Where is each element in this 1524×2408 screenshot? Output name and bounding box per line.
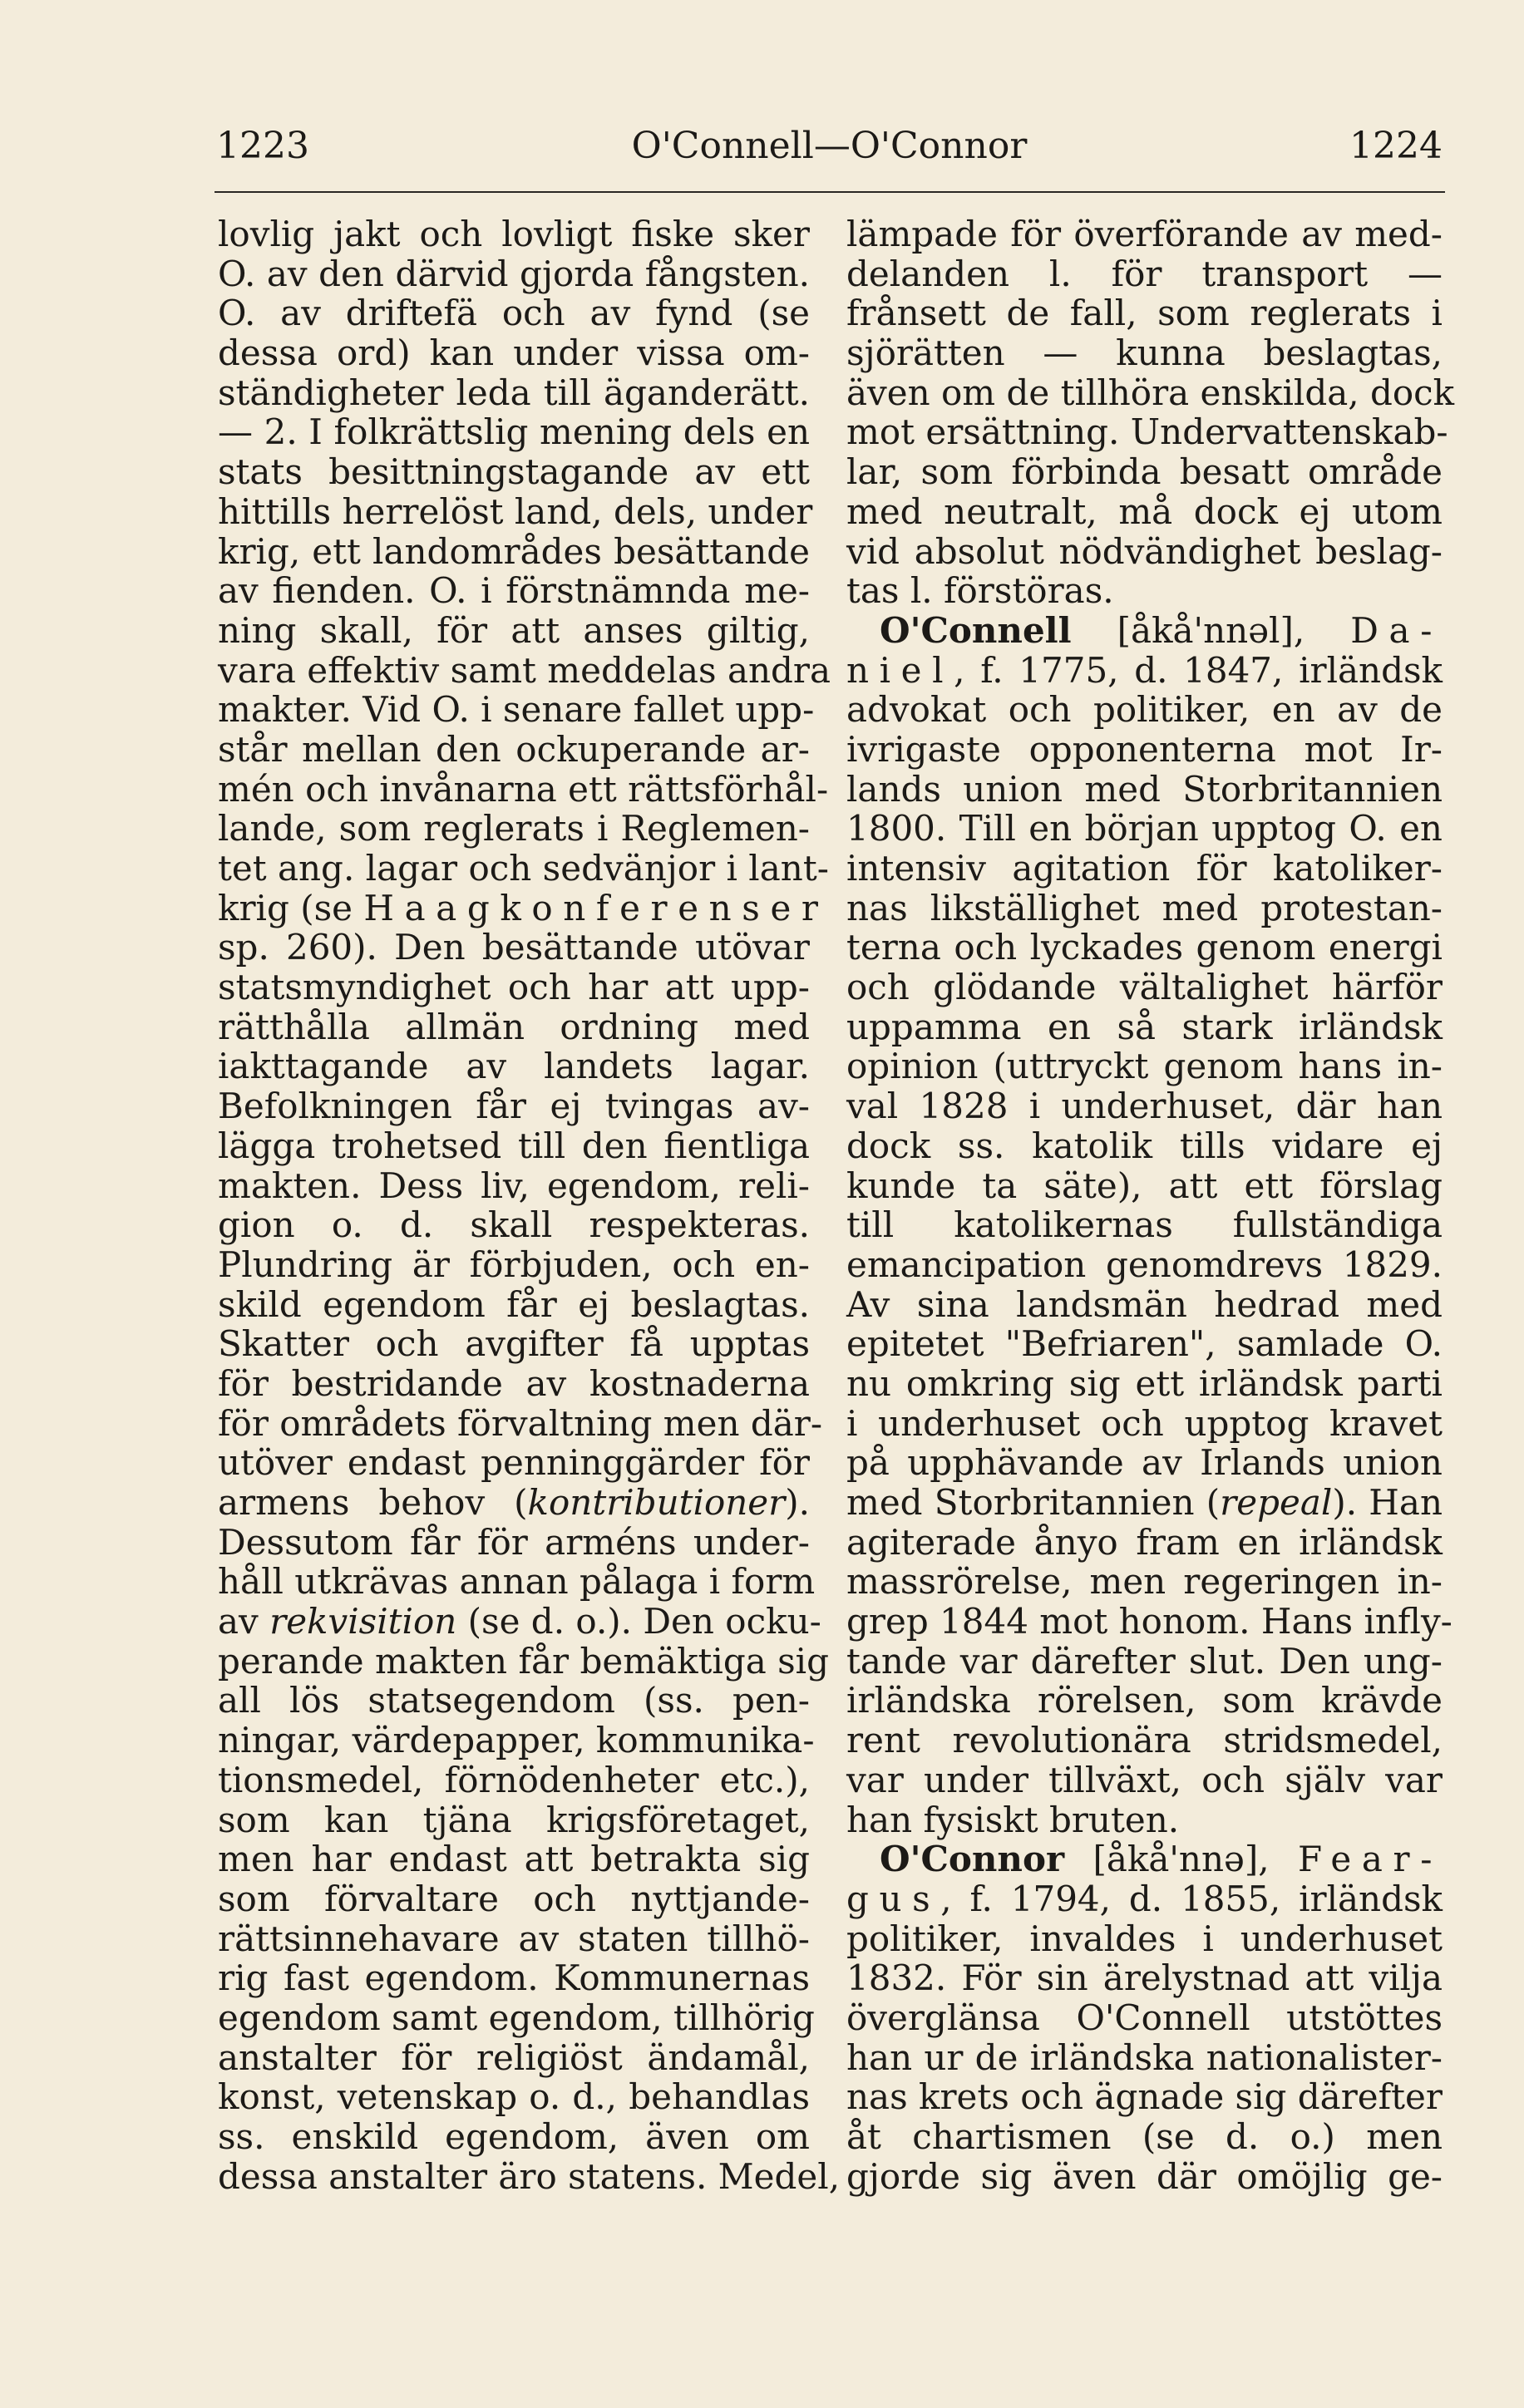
text-line: lägga trohetsed till den fientliga [218, 1125, 810, 1166]
text-line: delanden l. för transport — [846, 253, 1443, 294]
text-line: Dessutom får för arméns under- [218, 1521, 810, 1563]
text-line: åt chartismen (se d. o.) men [846, 2116, 1443, 2157]
text-line: O. av den därvid gjorda fångsten. [218, 253, 810, 294]
text-line: makten. Dess liv, egendom, reli- [218, 1165, 810, 1206]
text-line: lovlig jakt och lovligt fiske sker [218, 214, 810, 254]
text-line: — 2. I folkrättslig mening dels en [218, 411, 810, 453]
entry-oconnor [846, 1839, 1443, 1879]
text-line: han fysiskt bruten. [846, 1799, 1180, 1840]
headword: O'Connell [880, 609, 1072, 651]
headword: O'Connor [880, 1839, 1065, 1880]
entry-oconnell [846, 611, 1443, 651]
text-line: i underhuset och upptog kravet [846, 1402, 1443, 1444]
text-fragment: ). [785, 1482, 810, 1523]
text-line: egendom samt egendom, tillhörig [218, 1997, 815, 2038]
text-line: skild egendom får ej beslagtas. [218, 1283, 810, 1325]
text-fragment: med Storbritannien ( [846, 1482, 1221, 1523]
text-line: all lös statsegendom (ss. pen- [218, 1680, 810, 1721]
text-line: uppamma en så stark irländsk [846, 1006, 1443, 1047]
text-line: rättsinnehavare av staten tillhö- [218, 1918, 810, 1959]
text-line: emancipation genomdrevs 1829. [846, 1243, 1443, 1285]
text-line: nas krets och ägnade sig därefter [846, 2076, 1443, 2118]
text-line: ningar, värdepapper, kommunika- [218, 1720, 815, 1761]
text-line: politiker, invaldes i underhuset [846, 1918, 1443, 1959]
text-line: tas l. förstöras. [846, 570, 1114, 612]
left-column [218, 214, 841, 2197]
text-line [846, 651, 1443, 691]
page-number-right: 1224 [1349, 125, 1443, 167]
text-line: epitetet "Befriaren", samlade O. [846, 1323, 1443, 1365]
italic-term: repeal [1220, 1482, 1333, 1523]
text-line: tande var därefter slut. Den ung- [846, 1640, 1443, 1682]
text-line: lämpade för överförande av med- [846, 214, 1443, 254]
text-line: håll utkrävas annan pålaga i form [218, 1561, 816, 1603]
text-line [846, 1483, 1443, 1523]
text-line [218, 887, 829, 928]
text-line: statsmyndighet och har att upp- [218, 967, 810, 1008]
text-line [846, 1879, 1443, 1919]
text-line: krig, ett landområdes besättande [218, 530, 810, 572]
text-line: intensiv agitation för katoliker- [846, 848, 1443, 889]
given-name: gus [846, 1878, 941, 1919]
text-line: makter. Vid O. i senare fallet upp- [218, 689, 815, 731]
pronunciation: [åkå'nnəl], [1071, 609, 1351, 651]
text-line: kunde ta säte), att ett förslag [846, 1165, 1443, 1206]
text-line: konst, vetenskap o. d., behandlas [218, 2076, 810, 2118]
text-line: O. av driftefä och av fynd (se [218, 293, 810, 334]
text-line: av fienden. O. i förstnämnda me- [218, 570, 810, 612]
italic-term: kontributioner [527, 1482, 786, 1523]
given-name: niel [846, 649, 954, 691]
text-line: perande makten får bemäktiga sig [218, 1640, 829, 1682]
text-line: sp. 260). Den besättande utövar [218, 927, 810, 968]
text-line: var under tillväxt, och själv var [846, 1759, 1443, 1800]
text-line [218, 1483, 810, 1523]
text-line: nu omkring sig ett irländsk parti [846, 1362, 1443, 1404]
text-line [218, 1601, 821, 1642]
text-line: rent revolutionära stridsmedel, [846, 1720, 1443, 1761]
text-line: vara effektiv samt meddelas andra [218, 649, 831, 691]
running-header [216, 125, 1443, 183]
text-line: iakttagande av landets lagar. [218, 1046, 810, 1087]
text-line: han ur de irländska nationalister- [846, 2036, 1443, 2078]
text-line: på upphävande av Irlands union [846, 1442, 1443, 1484]
text-line: gion o. d. skall respekteras. [218, 1204, 810, 1246]
text-line: mén och invånarna ett rättsförhål- [218, 768, 829, 810]
text-line: 1800. Till en början upptog O. en [846, 808, 1443, 849]
text-line: ning skall, för att anses giltig, [218, 609, 810, 651]
text-line: gjorde sig även där omöjlig ge- [846, 2155, 1443, 2197]
text-line: agiterade ånyo fram en irländsk [846, 1521, 1443, 1563]
text-line: står mellan den ockuperande ar- [218, 728, 810, 770]
text-line: opinion (uttryckt genom hans in- [846, 1046, 1443, 1087]
text-fragment: , f. 1775, d. 1847, irländsk [954, 649, 1443, 691]
page-number-left: 1223 [216, 125, 309, 167]
text-line: överglänsa O'Connell utstöttes [846, 1997, 1443, 2038]
header-rule [215, 191, 1445, 193]
text-line: hittills herrelöst land, dels, under [218, 490, 813, 532]
running-title: O'Connell—O'Connor [631, 125, 1028, 167]
text-line: Skatter och avgifter få upptas [218, 1323, 810, 1365]
text-line: och glödande vältalighet härför [846, 967, 1443, 1008]
text-line: lar, som förbinda besatt område [846, 451, 1443, 493]
italic-term: rekvisition [269, 1601, 457, 1642]
text-line: lands union med Storbritannien [846, 768, 1443, 810]
text-line: sjörätten — kunna beslagtas, [846, 332, 1443, 374]
text-line: som förvaltare och nyttjande- [218, 1878, 810, 1919]
text-line: lande, som reglerats i Reglemen- [218, 808, 810, 849]
text-fragment: krig (se [218, 887, 364, 928]
text-line: som kan tjäna krigsföretaget, [218, 1799, 810, 1840]
text-line: grep 1844 mot honom. Hans infly- [846, 1601, 1452, 1642]
text-line: för bestridande av kostnaderna [218, 1362, 810, 1404]
text-line: mot ersättning. Undervattenskab- [846, 411, 1448, 453]
text-line: tionsmedel, förnödenheter etc.), [218, 1759, 810, 1800]
text-line: även om de tillhöra enskilda, dock [846, 372, 1455, 413]
text-fragment: ). Han [1332, 1482, 1443, 1523]
text-line: anstalter för religiöst ändamål, [218, 2036, 810, 2078]
text-line: tet ang. lagar och sedvänjor i lant- [218, 848, 829, 889]
text-line: Befolkningen får ej tvingas av- [218, 1086, 810, 1127]
text-line: irländska rörelsen, som krävde [846, 1680, 1443, 1721]
text-line: vid absolut nödvändighet beslag- [846, 530, 1443, 572]
text-line: terna och lyckades genom energi [846, 927, 1443, 968]
text-line: nas likställighet med protestan- [846, 887, 1443, 928]
text-line: dessa ord) kan under vissa om- [218, 332, 810, 374]
text-line: utöver endast penninggärder för [218, 1442, 810, 1484]
text-line: ständigheter leda till äganderätt. [218, 372, 810, 413]
text-line: 1832. För sin ärelystnad att vilja [846, 1957, 1443, 1999]
right-column [846, 214, 1455, 2197]
pronunciation: [åkå'nnə], [1064, 1839, 1298, 1880]
text-line: dessa anstalter äro statens. Medel, [218, 2155, 841, 2197]
text-line: stats besittningstagande av ett [218, 451, 810, 493]
text-line: Plundring är förbjuden, och en- [218, 1243, 810, 1285]
text-fragment: armens behov ( [218, 1482, 528, 1523]
text-line: ss. enskild egendom, även om [218, 2116, 810, 2157]
cross-reference: Haagkonferenser [363, 887, 829, 928]
text-fragment: (se d. o.). Den ocku- [456, 1601, 821, 1642]
text-line: rätthålla allmän ordning med [218, 1006, 810, 1047]
given-name: Da- [1350, 609, 1443, 651]
text-line: val 1828 i underhuset, där han [846, 1086, 1443, 1127]
text-fragment: , f. 1794, d. 1855, irländsk [940, 1878, 1443, 1919]
text-line: men har endast att betrakta sig [218, 1839, 810, 1880]
given-name: Fear- [1297, 1839, 1443, 1880]
text-line: frånsett de fall, som reglerats i [846, 293, 1443, 334]
text-line: advokat och politiker, en av de [846, 689, 1443, 731]
text-line: för områdets förvaltning men där- [218, 1402, 823, 1444]
text-line: till katolikernas fullständiga [846, 1204, 1443, 1246]
text-line: Av sina landsmän hedrad med [846, 1283, 1443, 1325]
text-line: massrörelse, men regeringen in- [846, 1561, 1443, 1603]
text-fragment: av [218, 1601, 270, 1642]
text-line: med neutralt, må dock ej utom [846, 490, 1443, 532]
text-line: ivrigaste opponenterna mot Ir- [846, 728, 1443, 770]
text-line: rig fast egendom. Kommunernas [218, 1957, 810, 1999]
text-line: dock ss. katolik tills vidare ej [846, 1125, 1443, 1166]
